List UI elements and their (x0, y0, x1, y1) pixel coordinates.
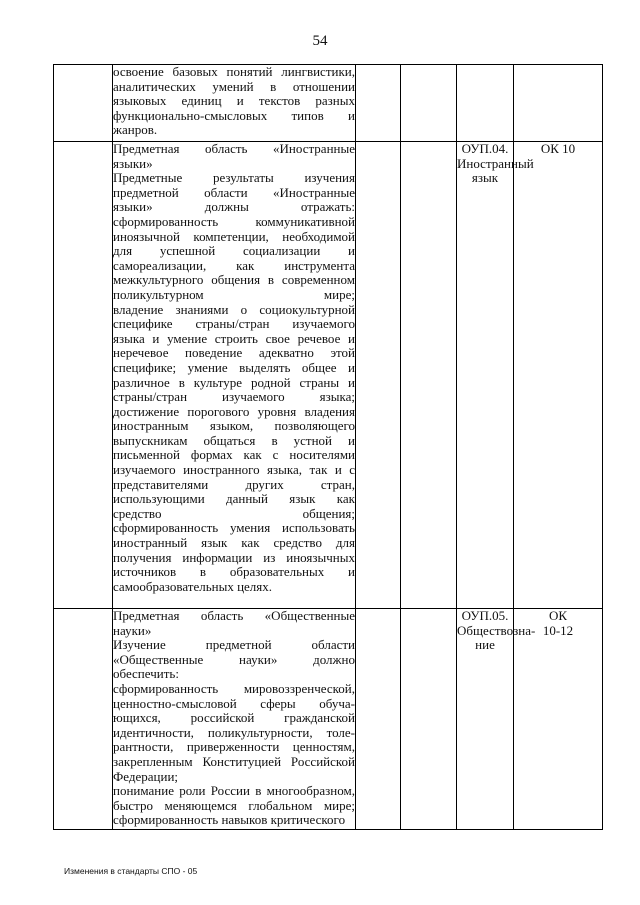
text-line: идентичности, поликультурности, толе- (113, 724, 355, 740)
text-line: владение знаниями о социокультурной (113, 301, 355, 317)
text-line: иностранный язык как средство для (113, 535, 355, 551)
text-line: сформированность умения использовать (113, 520, 355, 536)
text-line: языки» (113, 155, 153, 171)
competence-cell (514, 609, 603, 830)
empty-cell (401, 65, 457, 142)
text-line: Федерации; (113, 768, 179, 784)
text-line: обеспечить: (113, 666, 179, 682)
text-line: Предметная область «Иностранные (113, 141, 355, 156)
competence-cell (514, 65, 603, 142)
text-line: 10-12 (542, 622, 574, 638)
text-line: страны/стран изучаемого языка; (113, 389, 355, 405)
text-line: Предметная область «Общественные (113, 608, 355, 623)
text-line: средство общения; (113, 505, 355, 521)
text-line: ние (475, 637, 495, 653)
text-line: межкультурного общения в современном (113, 272, 355, 288)
competence-cell (514, 142, 603, 609)
text-line: ОК 10 (540, 141, 576, 156)
text-line: сформированность коммуникативной (113, 213, 355, 229)
text-line: Иностранный (457, 155, 534, 171)
text-line: функционально-смысловых типов и (113, 107, 355, 123)
subject-code-cell (457, 608, 536, 830)
text-line: сформированность навыков критического (113, 812, 346, 828)
text-line: быстро меняющемся глобальном мире; (113, 797, 355, 813)
standards-table (53, 64, 603, 830)
footer-note: Изменения в стандарты СПО - 05 (64, 866, 198, 876)
text-line: выпускникам общаться в устной и (113, 432, 355, 448)
text-line: рантности, приверженности ценностям, (113, 739, 355, 755)
empty-cell (356, 142, 401, 609)
empty-cell (54, 142, 113, 609)
text-line: поликультурном мире; (113, 286, 355, 302)
text-line: предметной области «Иностранные (113, 184, 355, 200)
text-line: специфике; умение выделять общее и (113, 359, 355, 375)
empty-cell (401, 609, 457, 830)
text-line: источников в образовательных и (113, 564, 355, 580)
requirements-cell (113, 142, 356, 609)
text-line: неречевое поведение адекватно этой (113, 345, 355, 361)
text-line: самореализации, как инструмента (113, 257, 355, 273)
text-line: для успешной социализации и (113, 243, 355, 259)
text-line: использующими данный язык как (113, 491, 355, 507)
text-line: сформированность мировоззренческой, (113, 680, 355, 696)
text-line: науки» (113, 622, 152, 638)
text-line: аналитических умений в отношении (113, 78, 355, 94)
text-line: языка и умение строить свое речевое и (113, 330, 355, 346)
text-line: Предметные результаты изучения (113, 170, 355, 186)
text-line: иноязычной компетенции, необходимой (113, 228, 355, 244)
empty-cell (356, 65, 401, 142)
table-row (54, 609, 603, 830)
text-line: языковых единиц и текстов разных (113, 93, 355, 109)
text-line: достижение порогового уровня владения (113, 403, 355, 419)
text-line: «Общественные науки» должно (113, 651, 355, 667)
subject-code-cell (457, 141, 534, 609)
text-line: ОУП.05. (461, 608, 509, 623)
text-line: получения информации из иноязычных (113, 549, 355, 565)
text-line: жанров. (113, 122, 158, 138)
text-line: представителями других стран, (113, 476, 355, 492)
text-line: иностранным языком, позволяющего (113, 418, 355, 434)
text-line: ценностно-смысловой сферы обуча- (113, 695, 355, 711)
table-row (54, 65, 603, 142)
text-line: ОК (548, 608, 568, 623)
table-row (54, 142, 603, 609)
requirements-cell (113, 65, 356, 142)
text-line: различное в культуре родной страны и (113, 374, 355, 390)
text-line: Изучение предметной области (113, 637, 355, 653)
page-number: 54 (312, 33, 328, 49)
text-line: самообразовательных целях. (113, 578, 273, 594)
text-line: ющихся, российской гражданской (113, 710, 355, 726)
text-line: языки» должны отражать: (113, 199, 355, 215)
empty-cell (401, 142, 457, 609)
text-line: язык (471, 170, 499, 186)
text-line: Обществозна- (457, 622, 536, 638)
subject-code-cell (457, 65, 514, 142)
text-line: ОУП.04. (461, 141, 509, 156)
text-line: закрепленным Конституцией Российской (113, 753, 355, 769)
empty-cell (54, 65, 113, 142)
empty-cell (356, 609, 401, 830)
text-line: письменной формах как с носителями (113, 447, 355, 463)
text-line: специфике страны/стран изучаемого (113, 316, 355, 332)
empty-cell (54, 609, 113, 830)
text-line: освоение базовых понятий лингвистики, (113, 64, 355, 79)
text-line: понимание роли России в многообразном, (113, 783, 355, 799)
text-line: изучаемого иностранного языка, так и с (113, 462, 355, 478)
requirements-cell (113, 609, 356, 830)
